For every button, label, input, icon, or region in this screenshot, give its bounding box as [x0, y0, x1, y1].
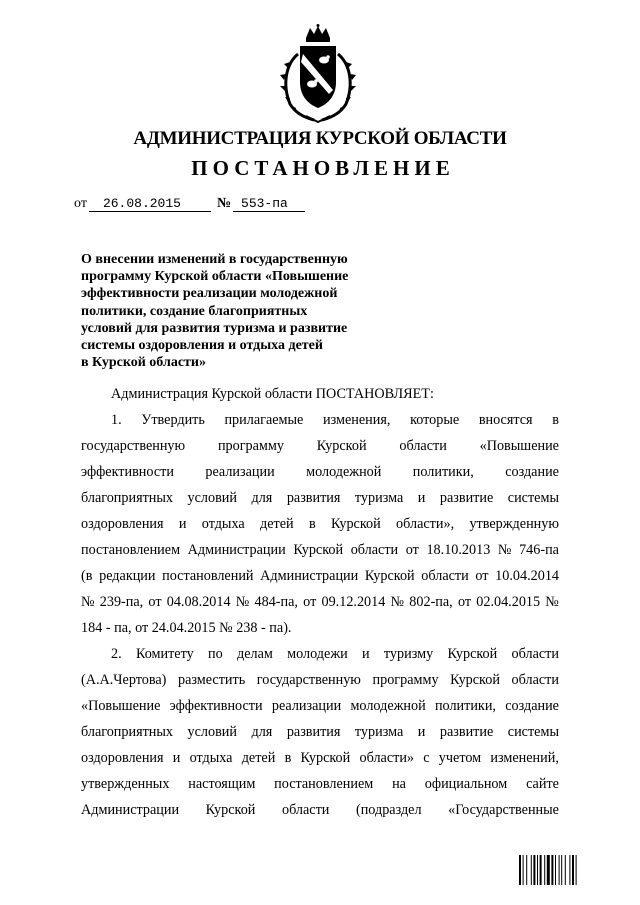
document-body [81, 381, 559, 823]
body-word: вносятся [478, 412, 533, 428]
body-word: молодежной [306, 464, 382, 480]
body-word: и [172, 750, 181, 766]
subject-line: в Курской области» [81, 355, 206, 371]
body-word: Администрации [81, 802, 180, 818]
body-word: условий [187, 724, 237, 740]
body-word: сайте [526, 776, 559, 792]
body-word: Курской [300, 750, 351, 766]
body-word: Курской [447, 646, 498, 662]
body-line [81, 433, 559, 459]
body-line [81, 797, 559, 823]
body-word: утвержденную [469, 516, 559, 532]
body-word: официальном [424, 776, 508, 792]
body-word: области [511, 672, 559, 688]
body-word: для [251, 490, 273, 506]
body-word: Комитету [135, 646, 194, 662]
body-word: 10.04.2014 [495, 568, 559, 584]
body-word: № [497, 542, 512, 558]
body-word: с [423, 750, 430, 766]
body-word: делам [236, 646, 273, 662]
date-value: 26.08.2015 [89, 196, 211, 212]
body-word: области [421, 568, 469, 584]
subject-line: программу Курской области «Повышение [81, 269, 349, 285]
body-word: от [303, 594, 317, 610]
body-line [81, 641, 559, 667]
body-word: № [235, 594, 250, 610]
body-word: в [552, 412, 559, 428]
body-word: эффективности [81, 464, 174, 480]
subject-line: политики, создание благоприятных [81, 303, 308, 319]
body-word: 239-па, [99, 594, 144, 610]
body-word: 09.12.2014 [321, 594, 386, 610]
body-word: 802-па, [409, 594, 453, 610]
body-word: реализации [205, 464, 275, 480]
body-word: прилагаемые [224, 412, 304, 428]
body-word: (А.А.Чертова) [81, 672, 167, 688]
body-word: для [251, 724, 273, 740]
body-line [81, 381, 559, 407]
body-word: благоприятных [81, 724, 174, 740]
body-line [81, 693, 559, 719]
body-word: развития [286, 490, 341, 506]
body-line [81, 485, 559, 511]
body-word: 1. [111, 412, 122, 428]
body-word: (подраздел [355, 802, 422, 818]
body-word: изменений, [490, 750, 559, 766]
document-subject [81, 251, 381, 371]
body-word: программу [217, 438, 284, 454]
body-line [81, 537, 559, 563]
date-label: от [74, 196, 87, 211]
document-type-title: ПОСТАНОВЛЕНИЕ [191, 156, 455, 180]
body-word: области», [396, 516, 455, 532]
body-word: 2. [111, 646, 122, 662]
body-word: Курской [316, 438, 367, 454]
body-word: Курской [330, 516, 381, 532]
body-word: развития [286, 724, 341, 740]
body-word: разместить [177, 672, 246, 688]
body-word: и [178, 516, 187, 532]
body-word: Курской [364, 568, 415, 584]
body-word: и [417, 724, 426, 740]
number-value: 553-па [233, 196, 305, 212]
body-word: «Повышение [479, 438, 559, 454]
body-word: молодежной [350, 698, 426, 714]
body-word: области» [359, 750, 415, 766]
body-word: области [511, 646, 559, 662]
body-word: учетом [438, 750, 482, 766]
body-word: в [284, 750, 292, 766]
body-word: условий [187, 490, 237, 506]
body-line [81, 511, 559, 537]
body-word: 04.08.2014 [166, 594, 231, 610]
body-word: настоящим [188, 776, 256, 792]
subject-line: О внесении изменений в государственную [81, 252, 348, 267]
body-line [81, 407, 559, 433]
body-word: государственную [81, 438, 186, 454]
body-word: 02.04.2015 [476, 594, 541, 610]
body-word: реализации [271, 698, 342, 714]
body-word: Курской [205, 802, 256, 818]
body-word: редакции [99, 568, 156, 584]
body-word: Администрация Курской области ПОСТАНОВЛЯЕТ: [111, 386, 434, 402]
body-line [81, 615, 559, 641]
body-word: программу [372, 672, 439, 688]
body-word: области [281, 802, 330, 818]
number-label: № [216, 196, 232, 211]
body-word: Курской [450, 672, 500, 688]
body-word: Утвердить [141, 412, 205, 428]
kursk-coat-of-arms-icon [276, 24, 360, 124]
body-word: политики, [434, 698, 496, 714]
body-line [81, 771, 559, 797]
body-word: развитие [439, 724, 494, 740]
body-word: от [148, 594, 162, 610]
body-word: туризму [383, 646, 434, 662]
body-line [81, 719, 559, 745]
barcode-icon [518, 855, 608, 885]
body-word: по [208, 646, 223, 662]
body-word: 18.10.2013 [426, 542, 491, 558]
body-word: изменения, [323, 412, 391, 428]
body-word: «Повышение [81, 698, 161, 714]
body-word: молодежи [287, 646, 348, 662]
body-word: политики, [412, 464, 474, 480]
subject-line: условий для развития туризма и развитие [81, 320, 348, 336]
body-word: в [308, 516, 316, 532]
body-word: 184 - па, от 24.04.2015 № 238 - па). [81, 620, 292, 636]
body-word: постановлений [162, 568, 254, 584]
body-word: развитие [439, 490, 494, 506]
body-word: Курской [293, 542, 344, 558]
body-word: от [405, 542, 419, 558]
body-word: области [399, 438, 447, 454]
body-word: постановлением [81, 542, 181, 558]
body-word: создание [505, 464, 559, 480]
body-word: (в [81, 568, 93, 584]
body-word: которые [410, 412, 460, 428]
body-word: оздоровления [81, 750, 164, 766]
body-word: создание [505, 698, 559, 714]
body-word: постановлением [274, 776, 374, 792]
body-word: системы [507, 724, 559, 740]
body-word: и [417, 490, 426, 506]
body-word: № [81, 594, 95, 610]
body-word: отдыха [201, 516, 245, 532]
body-word: туризма [354, 724, 404, 740]
body-word: благоприятных [81, 490, 174, 506]
organization-title: АДМИНИСТРАЦИЯ КУРСКОЙ ОБЛАСТИ [133, 128, 507, 149]
body-word: оздоровления [81, 516, 164, 532]
body-line [81, 459, 559, 485]
body-word: туризма [354, 490, 404, 506]
body-word: отдыха [189, 750, 233, 766]
body-word: от [475, 568, 489, 584]
subject-line: эффективности реализации молодежной [81, 286, 338, 302]
body-word: № [545, 594, 559, 610]
body-word: 746-па [519, 542, 559, 558]
body-word: системы [507, 490, 559, 506]
body-line [81, 745, 559, 771]
body-line [81, 667, 559, 693]
body-word: Администрации [260, 568, 359, 584]
body-word: от [457, 594, 472, 610]
body-word: на [392, 776, 406, 792]
body-line [81, 563, 559, 589]
body-word: и [362, 646, 370, 662]
body-word: «Государственные [448, 802, 559, 818]
body-word: детей [241, 750, 276, 766]
body-word: эффективности [169, 698, 263, 714]
body-word: утвержденных [81, 776, 170, 792]
body-word: детей [260, 516, 294, 532]
body-word: государственную [256, 672, 361, 688]
body-word: области [350, 542, 399, 558]
body-word: 484-па, [254, 594, 298, 610]
body-line [81, 589, 559, 615]
body-word: Администрации [187, 542, 286, 558]
body-word: № [390, 594, 405, 610]
subject-line: системы оздоровления и отдыха детей [81, 338, 323, 354]
document-meta [74, 196, 305, 212]
